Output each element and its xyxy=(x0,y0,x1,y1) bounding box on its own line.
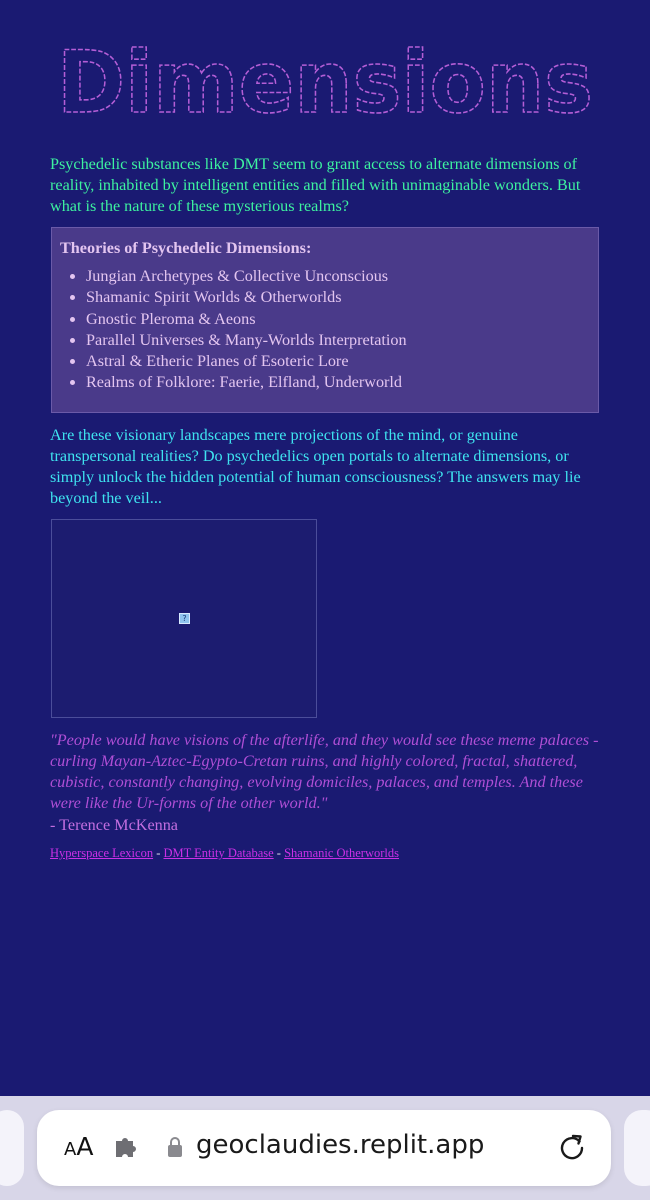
link-separator: - xyxy=(273,846,285,860)
theories-list xyxy=(60,266,590,394)
intro-paragraph: Psychedelic substances like DMT seem to grant access to alternate dimensions of reality, inhabited by intelligent entities and filled with unimaginable wonders. But what is the nature of these mysterious realms? xyxy=(50,155,581,215)
broken-image-icon: ? xyxy=(179,613,190,624)
mckenna-quote: "People would have visions of the afterlife, and they would see these meme palaces - curling Mayan-Aztec-Egypto-Cretan ruins, and highly colored, fractal, shattered, cubistic, constantly changing, evolving domiciles, palaces, and temples. And these were like the Ur-forms of the other world." xyxy=(50,731,599,812)
list-item: • Jungian Archetypes & Collective Unconscious xyxy=(86,266,590,287)
url-text[interactable]: geoclaudies.replit.app xyxy=(196,1130,485,1160)
browser-toolbar xyxy=(0,1096,650,1200)
footer-links xyxy=(50,845,399,861)
list-item: • Gnostic Pleroma & Aeons xyxy=(86,309,590,330)
theories-heading: Theories of Psychedelic Dimensions: xyxy=(60,239,312,257)
link-dmt-entity-database[interactable]: DMT Entity Database xyxy=(163,846,274,860)
link-shamanic-otherworlds[interactable]: Shamanic Otherworlds xyxy=(284,846,399,860)
next-tab-peek[interactable] xyxy=(624,1110,650,1186)
reload-icon[interactable] xyxy=(557,1132,587,1162)
question-paragraph: Are these visionary landscapes mere projections of the mind, or genuine transpersonal realities? Do psychedelics open portals to alternate dimensions, or simply unlock the hidden potential of human consciousness? The answers may lie beyond the veil... xyxy=(50,426,581,507)
image-frame xyxy=(51,519,317,718)
ascii-art-title: Dimensions xyxy=(57,40,593,133)
address-bar[interactable] xyxy=(37,1110,611,1186)
page-settings-button[interactable]: AA xyxy=(64,1132,94,1161)
list-item: • Parallel Universes & Many-Worlds Interpretation xyxy=(86,330,590,351)
lock-icon xyxy=(167,1136,183,1158)
list-item: • Shamanic Spirit Worlds & Otherworlds xyxy=(86,287,590,308)
theories-panel xyxy=(51,227,599,413)
link-hyperspace-lexicon[interactable]: Hyperspace Lexicon xyxy=(50,846,154,860)
list-item: • Astral & Etheric Planes of Esoteric Lore xyxy=(86,351,590,372)
extension-puzzle-icon[interactable] xyxy=(113,1134,139,1160)
page-title xyxy=(50,40,600,140)
previous-tab-peek[interactable] xyxy=(0,1110,24,1186)
link-separator: - xyxy=(153,846,164,860)
list-item: • Realms of Folklore: Faerie, Elfland, Underworld xyxy=(86,372,590,393)
quote-attribution: - Terence McKenna xyxy=(50,816,178,834)
